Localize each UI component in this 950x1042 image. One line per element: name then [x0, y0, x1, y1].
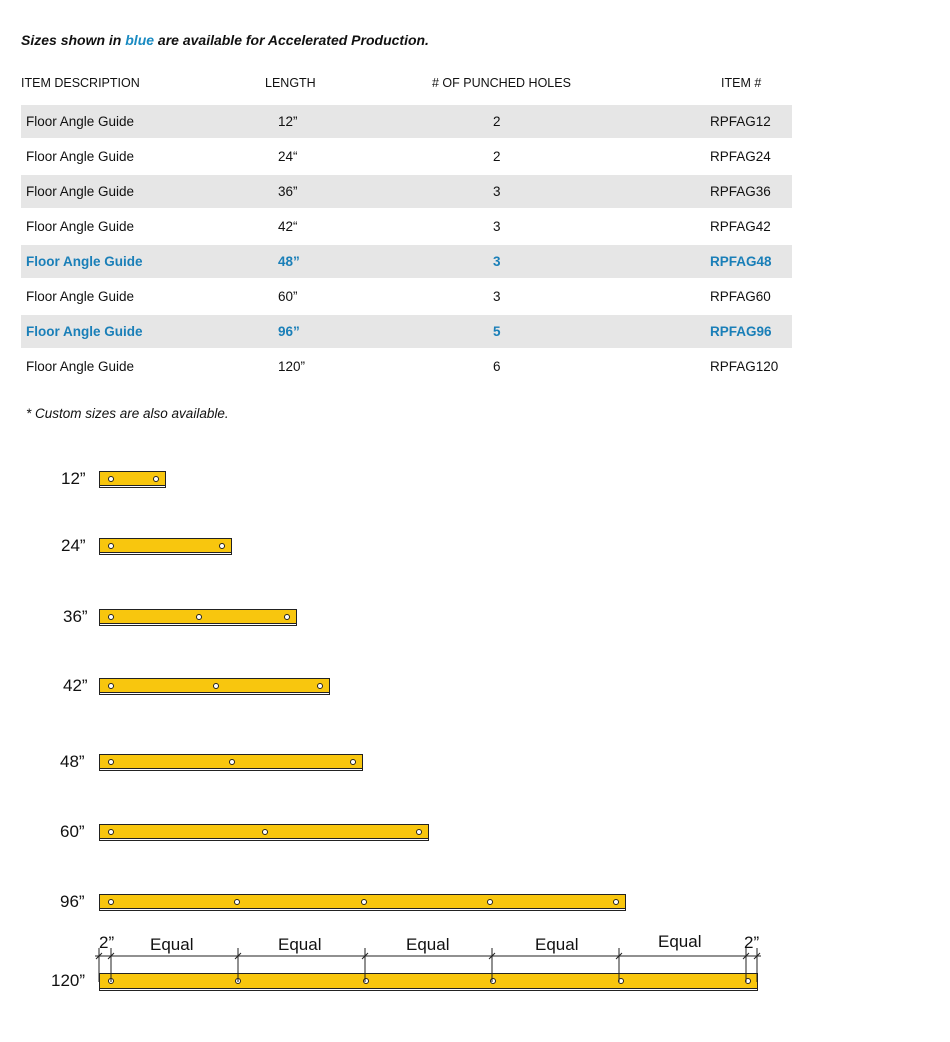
dimension-equal-label: Equal	[150, 935, 194, 954]
bar-length-label: 12”	[61, 469, 86, 488]
cell-description: Floor Angle Guide	[26, 149, 135, 164]
header-length: LENGTH	[265, 76, 316, 90]
cell-item: RPFAG24	[710, 149, 771, 164]
cell-length: 36”	[278, 184, 298, 199]
header-punched-holes: # OF PUNCHED HOLES	[432, 76, 571, 90]
cell-item: RPFAG96	[710, 324, 772, 339]
cell-description: Floor Angle Guide	[26, 184, 135, 199]
bar-length-label: 36”	[63, 607, 88, 626]
dimension-equal-label: Equal	[278, 935, 322, 954]
header-item-number: ITEM #	[721, 76, 762, 90]
cell-description: Floor Angle Guide	[26, 219, 135, 234]
header-item-description: ITEM DESCRIPTION	[21, 76, 140, 90]
bar-length-label: 60”	[60, 822, 85, 841]
cell-item: RPFAG12	[710, 114, 771, 129]
bar-length-label: 24”	[61, 536, 86, 555]
cell-item: RPFAG120	[710, 359, 779, 374]
custom-sizes-note: * Custom sizes are also available.	[26, 406, 229, 421]
cell-item: RPFAG42	[710, 219, 771, 234]
cell-item: RPFAG48	[710, 254, 772, 269]
cell-holes: 3	[493, 219, 501, 234]
cell-item: RPFAG60	[710, 289, 771, 304]
dimension-equal-label: Equal	[406, 935, 450, 954]
cell-length: 96”	[278, 324, 300, 339]
cell-holes: 3	[493, 184, 501, 199]
cell-length: 42“	[278, 219, 298, 234]
blue-highlight: blue	[125, 32, 155, 48]
dimension-offset-label: 2”	[744, 933, 760, 952]
cell-length: 24“	[278, 149, 298, 164]
cell-description: Floor Angle Guide	[26, 114, 135, 129]
accelerated-production-note: Sizes shown in blue are available for Accelerated Production.	[21, 32, 429, 48]
dimension-offset-label: 2”	[99, 933, 115, 952]
cell-holes: 3	[493, 289, 501, 304]
cell-holes: 5	[493, 324, 501, 339]
dimension-equal-label: Equal	[535, 935, 579, 954]
cell-description: Floor Angle Guide	[26, 324, 143, 339]
cell-length: 120”	[278, 359, 306, 374]
dimension-equal-label: Equal	[658, 932, 702, 951]
cell-description: Floor Angle Guide	[26, 289, 135, 304]
bar-length-label: 42”	[63, 676, 88, 695]
bar-length-label: 48”	[60, 752, 85, 771]
cell-item: RPFAG36	[710, 184, 771, 199]
cell-length: 12”	[278, 114, 298, 129]
cell-description: Floor Angle Guide	[26, 359, 135, 374]
cell-holes: 2	[493, 114, 501, 129]
cell-holes: 3	[493, 254, 501, 269]
bar-length-label: 96”	[60, 892, 85, 911]
cell-length: 60”	[278, 289, 298, 304]
bar-length-label: 120”	[51, 971, 86, 990]
cell-holes: 6	[493, 359, 501, 374]
cell-holes: 2	[493, 149, 501, 164]
cell-length: 48”	[278, 254, 300, 269]
cell-description: Floor Angle Guide	[26, 254, 143, 269]
